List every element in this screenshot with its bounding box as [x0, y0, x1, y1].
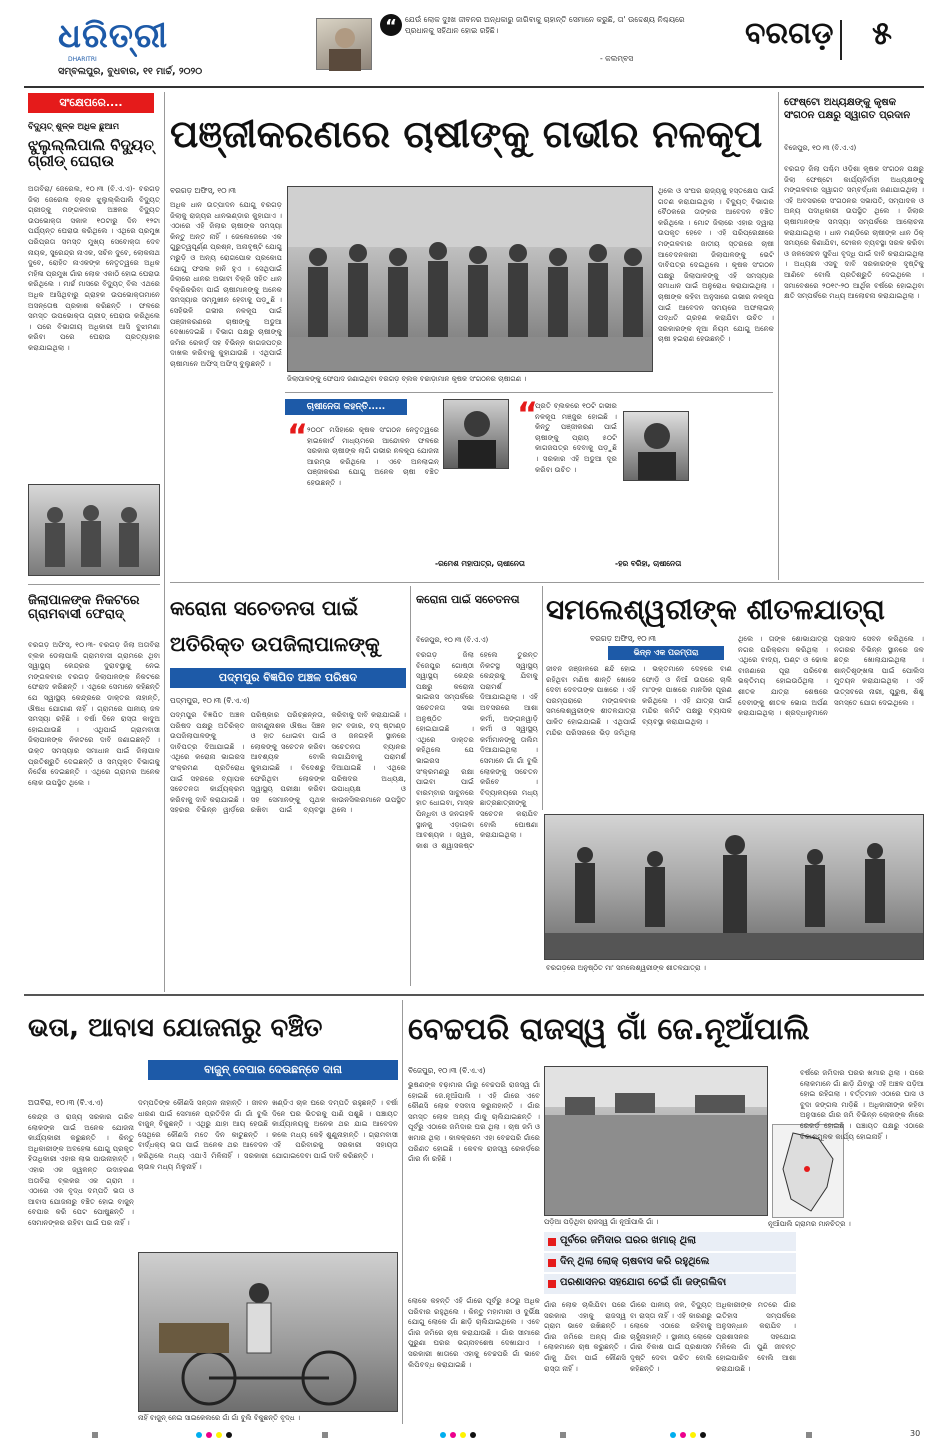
- chasi-neta2-photo: [623, 411, 689, 481]
- masthead-quote: ଯେଉଁ ଲୋକ ଦୁଃଖ ଜୀବନର ଅନ୍ଧକାରୁ ଜାଗିବାକୁ ଚାହାନ୍ତି ସେମାନେ କରୁଛି, ତା' ଉଦ୍ଦେଶ୍ୟ ନିଶ୍ଚୟରେ ପ୍ରଧାନକୁ ସହିଥାନ ହୋଇ ରହିଛି।: [405, 15, 685, 35]
- samaleswari-photo: [544, 814, 924, 960]
- village-photo: [544, 1066, 768, 1216]
- brief2-headline: ଜିଲାପାଳଙ୍କ ନିକଟରେ ଗ୍ରାମବାସୀ ଫେରାଦ୍: [28, 594, 140, 622]
- chasi-neta1-quote-cont: [443, 473, 517, 553]
- registration-mark: [690, 1432, 696, 1438]
- lead-dateline: ବରଗଡ଼ ଅଫିସ୍, ୧୦।୩: [170, 186, 236, 195]
- village-col3: ବର୍ଷରେ ଜମିଦାର ଘରର ଖମାର ଥିଲା । ପରେ ଲୋକମାନେ ଗାଁ ଛାଡ଼ି ଯିବାରୁ ଏହି ଅଞ୍ଚଳ ପଡ଼ିଆ ହୋଇ ରହିଗଲା । ବର୍ତ୍ତମାନ ଏଠାରେ ଘାସ ଓ ବୁଦା ଜଙ୍ଗଲ ମାଡ଼ିଛି । ଅଧିକାରୀଙ୍କ କହିବା ଅନୁସାରେ ଗାଁର ଜମି ବିଭିନ୍ନ ଲୋକଙ୍କ ନାଁରେ ରେକର୍ଡ଼ ହୋଇଛି । ପଞ୍ଚାୟତ ପକ୍ଷରୁ ଏଠାରେ ବିକାଶମୂଳକ କାର୍ଯ୍ୟ ହୋଇନାହିଁ ।: [800, 1068, 924, 1141]
- page-number: ୫: [872, 14, 892, 52]
- highlight-text: ଦିନ୍ ଥିଲା ଲୋକ୍ ଚାଷବାସ କରି ରହୁଥିଲେ: [560, 1256, 710, 1267]
- bhata-col2: ଦମ୍ପତିଙ୍କ କୌଣସି ସନ୍ତାନ ନାହାନ୍ତି । ଜୀବନ ଧାରଣ ପାଇଁ ସେମାନେ ପ୍ରତିଦିନ ଗାଁ ଗାଁ ବୁଲି ବାଜୁନ୍ ବିକୁଛନ୍ତି । ଏଥିରୁ ଯାହା ଆୟ ହେଉଛି ସେଥିରେ କୌଣସି ମତେ ଦିନ କାଟୁଛନ୍ତି । ବାର୍ଦ୍ଧକ୍ୟ ଭତା ପାଇଁ ଅନେକ ଥର ଆବେଦନ କରିଥିଲେ ମଧ୍ୟ ଏଯାଏଁ ମିଳିନାହିଁ । ସରକାରୀ ଚାଉଳ ମଧ୍ୟ ମିଳୁନାହିଁ ।: [138, 1098, 268, 1171]
- registration-mark: [470, 1432, 476, 1438]
- corona2-rule: [542, 586, 543, 810]
- quote-box: [285, 392, 773, 574]
- footer-bar: [0, 1428, 945, 1441]
- brief-tag: ସଂକ୍ଷେପରେ....: [28, 93, 154, 113]
- masthead-divider: [24, 86, 924, 88]
- village-highlights: [544, 1232, 796, 1296]
- lead-photo: [287, 186, 653, 372]
- masthead-rule: [840, 20, 842, 60]
- registration-mark: [216, 1432, 222, 1438]
- portrait-icon-2: [624, 412, 689, 481]
- square-bullet-icon: [548, 1259, 556, 1267]
- village-bottom-col: ଗାଁରେ ପାନୀୟ ଜଳ, ବିଦ୍ୟୁତ୍ ବା ରାସ୍ତା ନାହିଁ । ଏହି କାରଣରୁ ଲୋକେ ଏଠାରେ ରହିବାକୁ ଚାହୁଁନାହାନ୍ତି । ସ୍ଥାନୀୟ ଲୋକେ ଗାଁର ବିକାଶ ପାଇଁ ପ୍ରଶାସନ ଦୃଷ୍ଟି ଦେବା ଉଚିତ ବୋଲି କହିଛନ୍ତି ।: [630, 1300, 712, 1373]
- lead-headline: ପଞ୍ଜୀକରଣରେ ଚାଷୀଙ୍କୁ ଗଭୀର ନଳକୂପ: [170, 112, 763, 156]
- registration-mark: [440, 1432, 446, 1438]
- registration-mark: [806, 1432, 812, 1438]
- portrait-figure-icon: [317, 19, 373, 71]
- brief2-body: ବରଗଡ଼ ଅଫିସ୍, ୧୦।୩- ବରଗଡ଼ ଜିଲା ଅତାବିରା ବ୍ଲକ ଡେଲାପାଲି ଗ୍ରାମବାସୀ ଗ୍ରାମରେ ଥିବା ସ୍ୱାସ୍ଥ୍ୟ କେନ୍ଦ୍ରର ଦୁରାବସ୍ଥାକୁ ନେଇ ମଙ୍ଗଳବାର ବରଗଡ଼ ଜିଲାପାଳଙ୍କ ନିକଟରେ ଫେରାଦ କରିଛନ୍ତି । ଏଥିରେ ସେମାନେ କହିଛନ୍ତି ଯେ ସ୍ୱାସ୍ଥ୍ୟ କେନ୍ଦ୍ରରେ ଡାକ୍ତର ନାହାନ୍ତି, ଔଷଧ ଯୋଗାଣ ନାହିଁ । ଗ୍ରାମରେ ପାନୀୟ ଜଳ ସମସ୍ୟା ରହିଛି । ବର୍ଷା ଦିନେ ରାସ୍ତା କାଦୁଅ ହୋଇଯାଉଛି । ଏଥିପାଇଁ ଗ୍ରାମବାସୀ ଜିଲାପାଳଙ୍କ ନିକଟରେ ଦାବି ଜଣାଇଛନ୍ତି । ଉକ୍ତ ସମସ୍ୟାର ସମାଧାନ ପାଇଁ ଜିଲାପାଳ ପ୍ରତିଶ୍ରୁତି ଦେଇଛନ୍ତି ଓ ସମ୍ପୃକ୍ତ ବିଭାଗକୁ ନିର୍ଦ୍ଦେଶ ଦେଇଛନ୍ତି । ଏଥିରେ ଗ୍ରାମର ଅନେକ ଲୋକ ଉପସ୍ଥିତ ଥିଲେ ।: [28, 640, 160, 787]
- footer-page-number: 30: [910, 1429, 921, 1438]
- highlight-text: ପୂର୍ବରେ ଜମିଦାର ଘରର ଖମାର୍ ଥିଲା: [560, 1235, 697, 1246]
- registration-mark: [322, 1432, 328, 1438]
- corona1-dateline: ପଦ୍ମପୁର, ୧୦।୩ (ବି.ଏ.ଏ): [170, 696, 250, 705]
- bhata-col3: ଖଣ୍ଡିଏ ଚାଳ ଘରେ ଦମ୍ପତି ରହୁଛନ୍ତି । ବର୍ଷା ଦିନେ ଘର ଭିତରକୁ ପାଣି ପଶୁଛି । ପଞ୍ଚାୟତ କାର୍ଯ୍ୟାଳୟକୁ ଅନେକ ଥର ଯାଇ ଆବେଦନ କଲେ ମଧ୍ୟ କେହି ଶୁଣୁନାହାନ୍ତି । ଗ୍ରାମବାସୀ ଏହି ପରିବାରକୁ ସରକାରୀ ସହାୟତା ଯୋଗାଇଦେବା ପାଇଁ ଦାବି କରିଛନ୍ତି ।: [272, 1098, 398, 1160]
- registration-mark: [460, 1432, 466, 1438]
- registration-mark: [196, 1432, 202, 1438]
- masthead: [0, 0, 945, 88]
- registration-mark: [92, 1432, 98, 1438]
- people-photo-icon: [29, 485, 160, 576]
- logo: ଧରିତ୍ରୀ: [58, 16, 169, 56]
- lead-col2: ଥିଲେ ଓ ସଂଘର ରାଜ୍ୟକୁ ହସ୍ତକ୍ଷେପ ପାଇଁ ଗତଣ କରାଯାଇଥିଲା । ବିଦ୍ୟୁତ୍ ବିଭାଗର ବୈଠକରେ ତାଙ୍କର ଆବେଦନ ବଞ୍ଚିତ କରିଥିଲେ । ମୋଟ ଜିଲାରେ ଏହାର ଦ୍ୱାରା ଉପକୃତ ହେବେ । ଏହି ପରିପ୍ରେକ୍ଷୀରେ ମଙ୍ଗଳବାର ଜାତୀୟ ସ୍ତରରେ ଚାଷୀ ଆବେଦନକାରୀ ଜିଲାପାଳଙ୍କୁ ଭେଟି ଦାବିପତ୍ର ଦେଇଥିଲେ । କୃଷକ ସଂଗଠନ ପକ୍ଷରୁ ଜିଲାପାଳଙ୍କୁ ଏହି ସମସ୍ୟାର ସମାଧାନ ପାଇଁ ଅନୁରୋଧ କରାଯାଇଥିଲା । ଚାଷୀଙ୍କ କହିବା ଅନୁସାରେ ଗଭୀର ନଳକୂପ ପାଇଁ ଆବେଦନ ସମୟରେ ଅଫଲାଇନ୍ ପଦ୍ଧତି ଗ୍ରହଣ କରାଯିବା ଉଚିତ । ସରକାରଙ୍କ ନୂଆ ନିୟମ ଯୋଗୁ ଅନେକ ଚାଷୀ ହଇରାଣ ହେଉଛନ୍ତି ।: [658, 186, 774, 344]
- bhata-headline: ଭତା, ଆବାସ ଯୋଜନାରୁ ବଞ୍ଚିତ: [28, 1013, 323, 1043]
- brief1-headline: ଝୁଲୁଲ୍ଲିପାଲି ବିଦ୍ୟୁତ୍ ଗ୍ରୀଡ୍ ଘେରାଉ: [28, 138, 154, 170]
- lead-right-rule: [778, 92, 779, 580]
- brief1-body: ଅତାବିରା/ ଜେରେଲ, ୧୦।୩ (ବି.ଏ.ଏ)- ବରଗଡ଼ ଜିଲା ଜେରେଲ ବ୍ଲକ ଝୁଲୁଲ୍ଲିପାଲି ବିଦ୍ୟୁତ୍ ଗ୍ରୀଡ୍କୁ ମଙ୍ଗଳବାର ଅଞ୍ଚଳର ବିଦ୍ୟୁତ ଉପଭୋକ୍ତା ସକାଳ ୧୦ଟାରୁ ଦିନ ୧୨ଟା ପର୍ଯ୍ୟନ୍ତ ଘେରାଉ କରିଥିଲେ । ଏଥିରେ ପ୍ରମୁଖ ପରିପ୍ରତା ସମସ୍ତ ମୁଖ୍ୟ ସେବୋକ୍ତା ଦେବ ନାୟକ, ସୁରେନ୍ଦ୍ର ନାଏକ, ସଚିନ ଦୁବେ, ଲୋକନାଥ ଦୁବେ, ରୋହିତ ନାଏକଙ୍କ ନେତୃତ୍ୱରେ ଅଧିକ ମହିଳା ପ୍ରମୁଖ ଗାଁର ଲୋକ ଏକାଠି ହୋଇ ଘେରାଉ କରିଥିଲେ । ମାର୍ଚ୍ଚ ମାସରେ ବିଦ୍ୟୁତ୍ ବିଲ ଏଥରେ ଅଧିକ ଆସିଥିବାରୁ ଗ୍ରାହକ ଉପଭୋକ୍ତାମାନେ ଅସନ୍ତୋଷ ପ୍ରକାଶ କରିଛନ୍ତି । ଫଳରେ ସମସ୍ତ ଉପଭୋକ୍ତା ଗ୍ରୀଡ୍ ଘେରାଉ କରିଥିଲେ । ପରେ ବିଭାଗୀୟ ଅଧିକାରୀ ଆସି ବୁଝାମଣା କରିବା ପରେ ଘେରାଉ ପ୍ରତ୍ୟାହାର କରାଯାଇଥିଲା ।: [28, 184, 160, 352]
- chasi-neta1-photo: [443, 399, 509, 469]
- quote-icon: “: [380, 14, 402, 36]
- brief1-photo: [28, 484, 160, 576]
- village-col1: ଭୁଷଣଙ୍କ ବଢ଼ାମାର ଗାଁରୁ ବେଚ୍ଚପରି ରାଜସ୍ୱ ଗାଁ ହୋଇଛି ଜେ.ନୂଆଁପାଲି । ଏହି ଗାଁରେ ଏବେ କୌଣସି ଲୋକ ବସବାସ କରୁନାହାନ୍ତି । ଗାଁର ସମସ୍ତ ଲୋକ ଅନ୍ୟ ଗାଁକୁ ଚାଲିଯାଇଛନ୍ତି । ପୂର୍ବରୁ ଏଠାରେ ଜମିଦାର ଘର ଥିଲା । ଚାଷ ଜମି ଓ ଖମାର ଥିଲା । କାଳକ୍ରମେ ଏହା ବେଚ୍ଚପରି ଗାଁରେ ପରିଣତ ହୋଇଛି । କେବଳ ରାଜସ୍ୱ ରେକର୍ଡ଼ରେ ଗାଁର ନାଁ ରହିଛି ।: [408, 1080, 540, 1164]
- square-bullet-icon: [548, 1238, 556, 1246]
- village-map-caption: ନୂଆଁପାଲି ଗ୍ରାମର ମାନଚିତ୍ର ।: [768, 1220, 851, 1228]
- samaleswari-caption: ବରଗଡ଼ରେ ଅନୁଷ୍ଠିତ ମା' ସମଲେଶ୍ୱରୀଙ୍କ ଶୀତଳଯାତ୍ରା ।: [546, 964, 706, 972]
- bicycle-man-photo: [139, 1253, 398, 1412]
- village-bottom-col: ଅଧିକାରୀଙ୍କ ମତରେ ଗାଁର ଇତିହାସ ସମ୍ପର୍କରେ ଅନୁସନ୍ଧାନ କରାଯିବ । ପ୍ରଶାସନର ସହଯୋଗ ମିଳିଲେ ଗାଁ ପୁଣି ଜୀବନ୍ତ ହୋଇପାରିବ ବୋଲି ଆଶା କରାଯାଉଛି ।: [716, 1300, 796, 1373]
- brief-divider: [28, 584, 160, 585]
- highlight-row: [544, 1253, 796, 1273]
- registration-mark: [450, 1432, 456, 1438]
- village-dateline: ବିଜେପୁର, ୧୦।୩ (ବି.ଏ.ଏ): [408, 1066, 486, 1075]
- chasi-neta2-author: -ହର ବରିହା, ଚାଷୀନେତା: [615, 559, 682, 568]
- bhata-caption: ନାହିଁ ବାଜୁନ୍ ନେଇ ସାଇକେଲରେ ଗାଁ ଗାଁ ବୁଲି ବିକୁଛନ୍ତି ବୃଦ୍ଧ ।: [138, 1414, 300, 1422]
- quote-box-tag: ଚାଷୀନେତା କହନ୍ତି.....: [285, 399, 407, 415]
- quote-mark-icon: “: [287, 417, 309, 455]
- samaleswari-tag: ଭିନ୍ନ ଏକ ପରମ୍ପରା: [608, 646, 724, 660]
- portrait-image: [316, 18, 372, 70]
- highlight-row: [544, 1232, 796, 1252]
- corona2-headline: କରୋନା ପାଇଁ ସଚେତନତା: [416, 594, 520, 606]
- samaleswari-col2: ଥିଲେ । ତାଙ୍କ ଶୋଭାଯାତ୍ରା ନଗର ପରିକ୍ରମା କରିଥିଲା । ଏଥିରେ ବାଦ୍ୟ, ଘଣ୍ଟ ଓ ଢୋଲ ବାଜଣାରେ ପୂରା ପରିବେଶ ଭକ୍ତିମୟ ହୋଇଉଠିଥିଲା । ଶୀତଳ ଯାତ୍ରା ଶେଷରେ ଦେବୀଙ୍କୁ ଶୀତଳ ଭୋଗ ଅର୍ପଣ କରାଯାଇଥିଲା । ଶ୍ରଦ୍ଧାଳୁମାନେ ପ୍ରସାଦ ସେବନ କରିଥିଲେ । ନଗରର ବିଭିନ୍ନ ସ୍ଥାନରେ ଜଳ ଛତ୍ର ଖୋଲାଯାଇଥିଲା । ଶାନ୍ତିଶୃଙ୍ଖଳା ପାଇଁ ପୋଲିସ ମୁତୟନ କରାଯାଇଥିଲା । ଏହି ଉତ୍ସବରେ ନାରୀ, ପୁରୁଷ, ଶିଶୁ ସମସ୍ତେ ଯୋଗ ଦେଇଥିଲେ ।: [738, 634, 924, 718]
- brief1-kicker: ବିଦ୍ୟୁତ୍ ଶୁଳ୍କ ଅଧିକ ଛୁଆମ: [28, 122, 120, 132]
- masthead-dateline: ସମ୍ବଲପୁର, ବୁଧବାର, ୧୧ ମାର୍ଚ୍ଚ, ୨୦୨୦: [58, 66, 203, 77]
- right-top-body: ବରଗଡ଼ ଜିଲା ପଶ୍ଚିମ ଓଡ଼ିଶା କୃଷକ ସଂଗଠନ ପକ୍ଷରୁ ଜିଲା ଫେଷ୍ଟୋ କାର୍ଯ୍ୟନିର୍ବାହୀ ଅଧ୍ୟକ୍ଷଙ୍କୁ ମଙ୍ଗଳବାର ସ୍ୱାଗତ ସମ୍ବର୍ଦ୍ଧନା ଜଣାଯାଇଥିଲା । ଏହି ଅବସରରେ ସଂଗଠନର ସଭାପତି, ସମ୍ପାଦକ ଓ ଅନ୍ୟ ପଦାଧିକାରୀ ଉପସ୍ଥିତ ଥିଲେ । ଜିଲାର ଚାଷୀମାନଙ୍କ ସମସ୍ୟା ସମ୍ପର୍କରେ ଆଲୋଚନା କରାଯାଇଥିଲା । ଧାନ ମଣ୍ଡିରେ ଚାଷୀଙ୍କ ଧାନ ଠିକ୍ ସମୟରେ କିଣାଯିବା, ଟୋକନ ବ୍ୟବସ୍ଥା ସରଳ କରିବା ଓ ଜଳସେଚନ ସୁବିଧା ବୃଦ୍ଧି ପାଇଁ ଦାବି କରାଯାଇଥିଲା । ଅଧ୍ୟକ୍ଷ ଏସବୁ ଦାବି ସରକାରଙ୍କ ଦୃଷ୍ଟିକୁ ଆଣିବେ ବୋଲି ପ୍ରତିଶ୍ରୁତି ଦେଇଥିଲେ । ସମାବେଶରେ ୨୦୧୯-୨୦ ଆର୍ଥିକ ବର୍ଷରେ ହୋଇଥିବା କ୍ଷତି ସମ୍ପର୍କରେ ମଧ୍ୟ ଆଲୋଚନା କରାଯାଇଥିଲା ।: [784, 164, 924, 301]
- right-top-headline: ଫେଷ୍ଟୋ ଅଧ୍ୟକ୍ଷଙ୍କୁ କୃଷକ ସଂଗଠନ ପକ୍ଷରୁ ସ୍ୱାଗତ ପ୍ରଦାନ: [784, 97, 911, 121]
- registration-mark: [680, 1432, 686, 1438]
- samaleswari-dateline: ବରଗଡ଼ ଅଫିସ୍, ୧୦।୩: [590, 634, 656, 643]
- highlight-row: [544, 1274, 796, 1294]
- logo-sub: DHARITRI: [68, 56, 97, 63]
- right-top-dateline: ବିଜେପୁର, ୧୦।୩ (ବି.ଏ.ଏ): [784, 144, 857, 152]
- samaleswari-col1: ଜୀବନ ଜଞ୍ଜାଳରେ ଛନ୍ଦି ହୋଇ ରହିଥିବା ମଣିଷ ଶାନ୍ତି ଖୋଜେ ଦେବୀ ଦେବତାଙ୍କ ପାଖରେ । ଏହି ପରମ୍ପରାରେ ମଙ୍ଗଳବାର ସମଲେଶ୍ୱରୀଙ୍କ ଶୀତଳଯାତ୍ରା ପାଳିତ ହୋଇଯାଇଛି । ଏଥିପାଇଁ ମନ୍ଦିର ପରିସରରେ ଭିଡ଼ ଜମିଥିଲା । ଭକ୍ତମାନେ ଦେହରେ ବାଣ ଫୋଡ଼ି ଓ ନିଆଁ ଉପରେ ଚାଲି ମା'ଙ୍କ ପାଖରେ ମାନସିକ ପୂରଣ କରିଥିଲେ । ଏହି ଯାତ୍ରା ପାଇଁ ମନ୍ଦିର କମିଟି ପକ୍ଷରୁ ବ୍ୟାପକ ବ୍ୟବସ୍ଥା କରାଯାଇଥିଲା ।: [546, 664, 732, 737]
- left-column-rule: [164, 92, 165, 992]
- quote-author: - କଲମ୍ବସ: [600, 54, 634, 63]
- corona-rule: [410, 586, 411, 986]
- chasi-neta2-quote: ପ୍ରତି ବ୍ଲକରେ ୧୦ଟି ଗଭୀର ନଳକୂପ ମଞ୍ଜୁର ହୋଇଛି । କିନ୍ତୁ ପଞ୍ଜୀକରଣ ପାଇଁ ଚାଷୀଙ୍କୁ ପ୍ରାୟ ୫୦ଟି କାଗଜପତ୍ର ଦେବାକୁ ପଡ଼ୁଛି । ସରକାର ଏହି ଅଡୁଆ ଦୂର କରିବା ଉଚିତ ।: [535, 401, 617, 474]
- procession-photo: [545, 815, 924, 960]
- section-divider-2: [24, 994, 924, 996]
- bhata-photo: [138, 1252, 398, 1412]
- portrait-icon: [444, 400, 509, 469]
- chasi-neta1-author: -ରମେଶ ମହାପାତ୍ର, ଚାଷୀନେତା: [435, 559, 525, 568]
- section-label: ବରଗଡ଼: [745, 16, 834, 51]
- corona2-dateline: ବିଜେପୁର, ୧୦।୩ (ବି.ଏ.ଏ): [416, 636, 489, 644]
- lead-col1: ଅଧିକ ଧାନ ଉତ୍ପାଦନ ଯୋଗୁ ବରଗଡ଼ ଜିଲାକୁ ରାଜ୍ୟର ଧାନଭଣ୍ଡାର କୁହାଯାଏ । ଏଠାରେ ଏହି ଜିଲାର ଚାଷୀଙ୍କ ସମସ୍ୟା କିନ୍ତୁ ଅନ୍ତ ନାହିଁ । ଜେଲେଜେରେ ଏକ ଗୁରୁତ୍ୱପୂର୍ଣ୍ଣ ପ୍ରଶ୍ନ, ଅନାବୃଷ୍ଟି ଯୋଗୁ ମରୁଡ଼ି ଓ ଅନ୍ୟ ରୋଗପୋକ ପ୍ରକୋପ ଯୋଗୁ ଫସଲ ହାନି ହୁଏ । ସେଥିପାଇଁ ଜିଲାରେ ଧାନର ଅଭାବୀ ବିକ୍ରି ସହିତ ଧାନ ବିକ୍ରିକରିବା ପାଇଁ ଚାଷୀମାନଙ୍କୁ ଅନେକ ସମସ୍ୟାର ସମ୍ମୁଖୀନ ହେବାକୁ ପଡ଼ୁଛି । ସେହିଭଳି ଗଭୀର ନଳକୂପ ପାଇଁ ପଞ୍ଜୀକରଣରେ ଚାଷୀଙ୍କୁ ଅଡୁଆ ଦେଖାଦେଇଛି । ବିଭାଗ ପକ୍ଷରୁ ଚାଷୀଙ୍କୁ ଜମିର ରେକର୍ଡ଼ ସହ ବିଭିନ୍ନ କାଗଜପତ୍ର ଦାଖଲ କରିବାକୁ କୁହାଯାଉଛି । ଏଥିପାଇଁ ଚାଷୀମାନେ ଅଫିସ୍ ଅଫିସ୍ ବୁଲୁଛନ୍ତି ।: [170, 200, 282, 368]
- village-col2: ଲୋକେ କହନ୍ତି ଏହି ଗାଁରେ ପୂର୍ବରୁ ୫୦ରୁ ଅଧିକ ପରିବାର ରହୁଥିଲେ । କିନ୍ତୁ ମହାମାରୀ ଓ ଦୁର୍ଭିକ୍ଷ ଯୋଗୁ ଲୋକେ ଗାଁ ଛାଡ଼ି ଚାଲିଯାଇଥିଲେ । ଏବେ ଗାଁର ଜମିରେ ଚାଷ କରାଯାଉଛି । ଗାଁର ସୀମାରେ ପୁରୁଣା ଘରର ଭଗ୍ନାବଶେଷ ଦେଖାଯାଏ । ସରକାରୀ ଖାତାରେ ଏହାକୁ ବେଚ୍ଚପରି ଗାଁ ଭାବେ ଲିପିବଦ୍ଧ କରାଯାଇଛି ।: [408, 1296, 540, 1369]
- bhata-subhead: ବାଜୁନ୍ ବେପାର ଦେଉଛନ୍ତେ ଦାନା: [148, 1060, 398, 1080]
- registration-mark: [670, 1432, 676, 1438]
- quote-mark-icon-2: “: [517, 395, 539, 433]
- registration-mark: [700, 1432, 706, 1438]
- section-divider-1: [170, 582, 924, 583]
- village-headline: ବେଚ୍ଚପରି ରାଜସ୍ୱ ଗାଁ ଜେ.ନୂଆଁପାଲି: [408, 1012, 810, 1047]
- corona1-subhead: ପଦ୍ମପୁର ବିଜ୍ଞପିତ ଅଞ୍ଚଳ ପରିଷଦ: [170, 668, 406, 688]
- farmers-group-photo: [288, 187, 653, 372]
- bhata-dateline: ଅତାବିରା, ୧୦।୩ (ବି.ଏ.ଏ): [28, 1098, 103, 1107]
- chasi-neta1-quote: ୨୦୦୮ ମସିହାରେ କୃଷକ ସଂଗଠନ ନେତୃତ୍ୱରେ ହାଇକୋର୍ଟ ମାଧ୍ୟମରେ ଆନ୍ଦୋଳନ ଫଳରେ ସରକାର ଚାଷୀଙ୍କ ଲାଗି ଗଭୀର ନଳକୂପ ଯୋଜନା ଆରମ୍ଭ କରିଥିଲେ । ଏବେ ଅନଲାଇନ୍ ପଞ୍ଜୀକରଣ ଯୋଗୁ ଅନେକ ଚାଷୀ ବଞ୍ଚିତ ହେଉଛନ୍ତି ।: [307, 425, 439, 487]
- highlight-text: ପରଶାସନର ସହଯୋଗ ଚେଇଁ ଗାଁ ଜଙ୍ଗଲିବା: [560, 1277, 727, 1288]
- bhata-col1: କେନ୍ଦ୍ର ଓ ରାଜ୍ୟ ସରକାର ଗରିବ ଲୋକଙ୍କ ପାଇଁ ଅନେକ ଯୋଜନା କାର୍ଯ୍ୟକାରୀ କରୁଛନ୍ତି । କିନ୍ତୁ ଅଧିକାରୀଙ୍କ ଅବହେଳା ଯୋଗୁ ପ୍ରକୃତ ହିତାଧିକାରୀ ଏହାର ଲାଭ ପାଉନାହାନ୍ତି । ଏହାର ଏକ ଜ୍ୱଳନ୍ତ ଉଦାହରଣ ଅତାବିରା ବ୍ଲକର ଏକ ଗ୍ରାମ । ଏଠାରେ ଏକ ବୃଦ୍ଧ ଦମ୍ପତି ଭତା ଓ ଆବାସ ଯୋଜନାରୁ ବଞ୍ଚିତ ହୋଇ ବାଜୁନ୍ ବେପାର କରି ପେଟ ପୋଷୁଛନ୍ତି । ସେମାନଙ୍କର ରହିବା ପାଇଁ ଘର ନାହିଁ ।: [28, 1112, 134, 1227]
- registration-mark: [560, 1432, 566, 1438]
- registration-mark: [226, 1432, 232, 1438]
- registration-mark: [206, 1432, 212, 1438]
- village-bottom-col: ଗାଁର ଲୋକ ଚାଲିଯିବା ପରେ ସରକାର ଏହାକୁ ରାଜସ୍ୱ ଗ୍ରାମ ଭାବେ ରଖିଛନ୍ତି । ଗାଁର ଜମିରେ ଅନ୍ୟ ଗାଁର ଲୋକମାନେ ଚାଷ କରୁଛନ୍ତି । ଗାଁକୁ ଯିବା ପାଇଁ କୌଣସି ରାସ୍ତା ନାହିଁ ।: [544, 1300, 626, 1373]
- village-photo-caption: ପଡ଼ିଆ ପଡ଼ିଥିବା ରାଜସ୍ୱ ଗାଁ ନୂଆଁପାଲି ଗାଁ ।: [544, 1218, 659, 1226]
- corona2-body: ବରଗଡ଼ ଜିଲା ବିଜେପୁର ଗୋଷ୍ଠୀ ସ୍ୱାସ୍ଥ୍ୟ କେନ୍ଦ୍ର ପକ୍ଷରୁ କରୋନା ଭାଇରସ ସମ୍ପର୍କରେ ସଚେତନତା ସଭା ଅନୁଷ୍ଠିତ ହୋଇଯାଇଛି । ଏଥିରେ ଡାକ୍ତର କହିଥିଲେ ଯେ ଭାଇରସ ସଂକ୍ରମଣରୁ ରକ୍ଷା ପାଇବା ପାଇଁ ବାରମ୍ବାର ସାବୁନରେ ହାତ ଧୋଇବା, ମାସ୍କ ପିନ୍ଧିବା ଓ ଜନଗହଳି ସ୍ଥାନକୁ ଏଡ଼ାଇବା ଆବଶ୍ୟକ । ଜ୍ୱର, କାଶ ଓ ଶ୍ୱାସକଷ୍ଟ ହେଲେ ତୁରନ୍ତ ନିକଟସ୍ଥ ସ୍ୱାସ୍ଥ୍ୟ କେନ୍ଦ୍ରକୁ ଯିବାକୁ ପରାମର୍ଶ ଦିଆଯାଇଥିଲା । ଏହି ଅବସରରେ ଆଶା କର୍ମୀ, ଅଙ୍ଗନୱାଡ଼ି କର୍ମୀ ଓ ସ୍ୱାସ୍ଥ୍ୟ କର୍ମୀମାନଙ୍କୁ ତାଲିମ ଦିଆଯାଇଥିଲା । ସେମାନେ ଗାଁ ଗାଁ ବୁଲି ଲୋକଙ୍କୁ ସଚେତନ କରିବେ । ବିଦ୍ୟାଳୟରେ ମଧ୍ୟ ଛାତ୍ରଛାତ୍ରୀଙ୍କୁ ସଚେତନ କରାଯିବ ବୋଲି ଘୋଷଣା କରାଯାଇଥିଲା ।: [416, 650, 538, 850]
- square-bullet-icon: [548, 1280, 556, 1288]
- bhata-rule: [402, 1000, 403, 1424]
- lead-photo-caption: ଜିଲାପାଳଙ୍କୁ ଫେପାଦ ଜଣାଇଥିବା ବରଗଡ଼ ବ୍ଲକ ବଚ୍ଚାଡ଼ାମାନ କୃଷକ ସଂଗଠନର ଚାଷୀଗଣ ।: [287, 375, 527, 383]
- field-photo: [545, 1067, 768, 1216]
- corona1-headline: କରୋନା ସଚେତନତା ପାଇଁ ଅତିରିକ୍ତ ଉପଜିଲାପାଳଙ୍କୁ: [170, 596, 380, 656]
- corona1-body: ପଦ୍ମପୁର ବିଜ୍ଞପିତ ଅଞ୍ଚଳ ପରିଷଦ ପକ୍ଷରୁ ଅତିରିକ୍ତ ଉପଜିଲାପାଳଙ୍କୁ ଦାବିପତ୍ର ଦିଆଯାଇଛି । ଏଥିରେ କରୋନା ଭାଇରସ ସଂକ୍ରମଣ ପ୍ରତିରୋଧ ପାଇଁ ସହରରେ ବ୍ୟାପକ ସଚେତନତା କାର୍ଯ୍ୟକ୍ରମ କରିବାକୁ ଦାବି କରାଯାଇଛି । ସହରର ବିଭିନ୍ନ ୱାର୍ଡ଼ରେ ପରିଷ୍କାର ପରିଚ୍ଛନ୍ନତା, ଜୀବାଣୁନାଶକ ଔଷଧ ସିଞ୍ଚନ ଓ ହାତ ଧୋଇବା ପାଇଁ ଲୋକଙ୍କୁ ସଚେତନ କରିବା ଆବଶ୍ୟକ ବୋଲି କୁହାଯାଇଛି । ବିଦେଶରୁ ଫେରିଥିବା ଲୋକଙ୍କ ସ୍ୱାସ୍ଥ୍ୟ ପରୀକ୍ଷା କରିବା ସହ ସେମାନଙ୍କୁ ପୃଥକ ରଖିବା ପାଇଁ ବ୍ୟବସ୍ଥା କରିବାକୁ ଦାବି କରାଯାଇଛି । ହାଟ ବଜାର, ବସ୍ ଷ୍ଟାଣ୍ଡ ଓ ଜନଗହଳି ସ୍ଥାନରେ ସଚେତନତା ବ୍ୟାନର ଲଗାଯିବାକୁ ପରାମର୍ଶ ଦିଆଯାଇଛି । ଏଥିରେ ପରିଷଦର ଅଧ୍ୟକ୍ଷ, ଉପାଧ୍ୟକ୍ଷ ଓ କାଉନସିଲରମାନେ ଉପସ୍ଥିତ ଥିଲେ ।: [170, 710, 406, 815]
- chasi-neta2-quote-cont: [517, 489, 689, 551]
- samaleswari-headline: ସମଲେଶ୍ୱରୀଙ୍କ ଶୀତଳଯାତ୍ରା: [546, 593, 885, 626]
